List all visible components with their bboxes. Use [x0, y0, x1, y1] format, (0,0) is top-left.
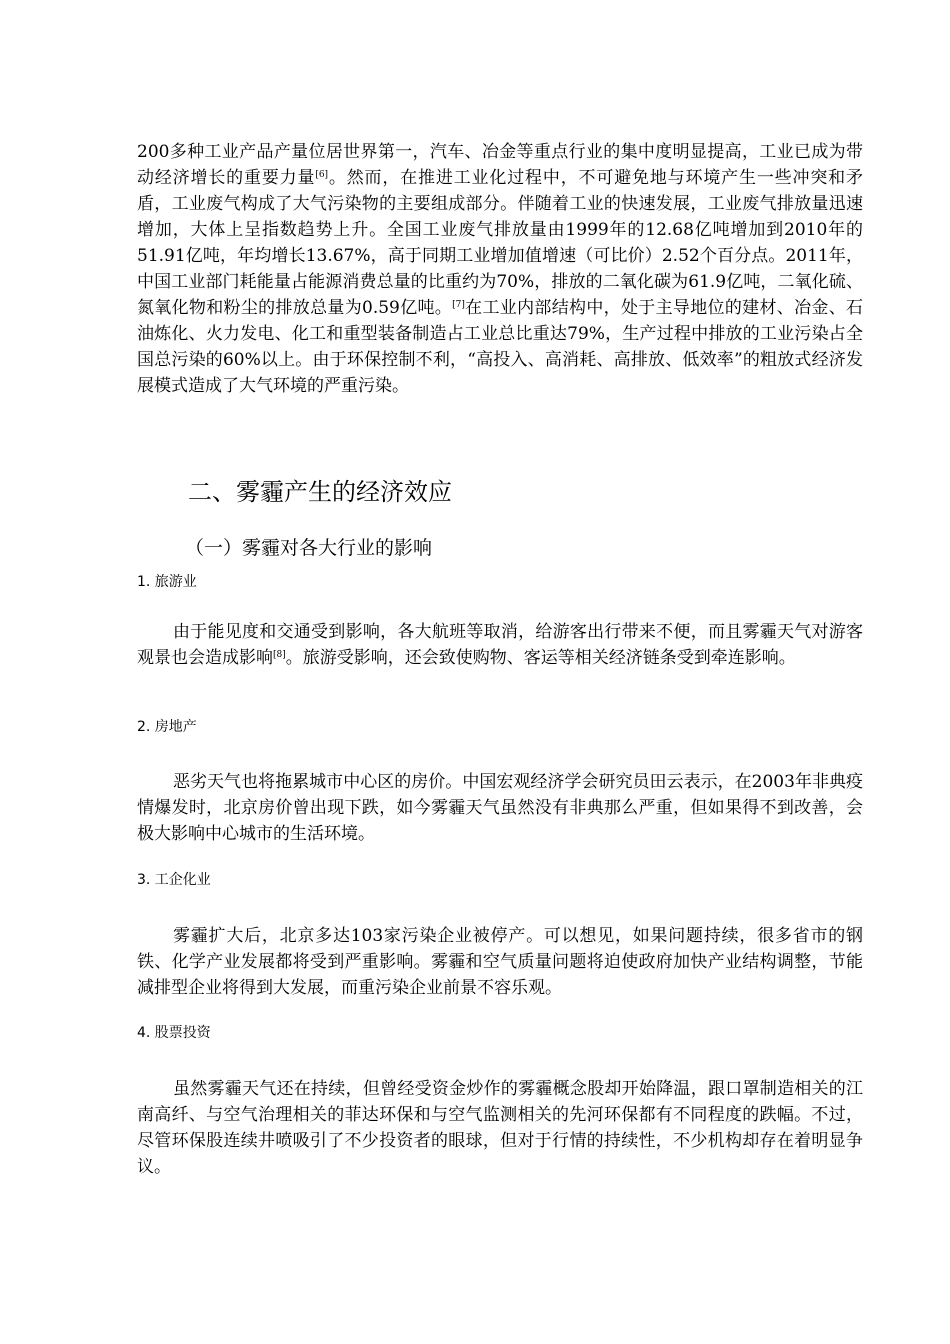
citation-6: [6] — [315, 170, 329, 180]
intro-text-part2: 。然而，在推进工业化过程中，不可避免地与环境产生一些冲突和矛盾，工业废气构成了大气污染物的主要组成部分。伴随着工业的快速发展，工业废气排放量迅速增加，大体上呈指数趋势上升。全国工业废气排放量由1999年的12.68亿吨增加到2010年的51.91亿吨，年均增长13.67%，高于同期工业增加值增速（可比价）2.52个百分点。2011年，中国工业部门耗能量占能源消费总量的比重约为70%，排放的二氧化碳为61.9亿吨，二氧化硫、氮氧化物和粉尘的排放总量为0.59亿吨。 — [137, 168, 863, 318]
intro-text-part1: 200多种工业产品产量位居世界第一，汽车、冶金等重点行业的集中度明显提高，工业已成为带动经济增长的重要力量 — [137, 142, 863, 188]
item-heading-real-estate: 2. 房地产 — [137, 719, 197, 735]
tourism-text-b: 。旅游受影响，还会致使购物、客运等相关经济链条受到牵连影响。 — [285, 648, 796, 668]
item-paragraph-industry: 雾霾扩大后，北京多达103家污染企业被停产。可以想见，如果问题持续，很多省市的钢铁、化学产业发展都将受到严重影响。雾霾和空气质量问题将迫使政府加快产业结构调整，节能减排型企业将得到大发展，而重污染企业前景不容乐观。 — [137, 926, 863, 998]
intro-text-part3: 在工业内部结构中，处于主导地位的建材、冶金、石油炼化、火力发电、化工和重型装备制造占工业总比重达79%，生产过程中排放的工业污染占全国总污染的60%以上。由于环保控制不利，“高投入、高消耗、高排放、低效率”的粗放式经济发展模式造成了大气环境的严重污染。 — [137, 298, 863, 396]
tourism-text-a: 由于能见度和交通受到影响，各大航班等取消，给游客出行带来不便，而且雾霾天气对游客观景也会造成影响 — [137, 622, 863, 668]
subsection-heading: （一）雾霾对各大行业的影响 — [185, 537, 433, 559]
intro-paragraph — [137, 139, 863, 399]
citation-8: [8] — [273, 650, 286, 660]
citation-7: [7] — [452, 300, 465, 310]
item-paragraph-stock: 虽然雾霾天气还在持续，但曾经受资金炒作的雾霾概念股却开始降温，跟口罩制造相关的江南高纤、与空气治理相关的菲达环保和与空气监测相关的先河环保都有不同程度的跌幅。不过，尽管环保股连续井喷吸引了不少投资者的眼球，但对于行情的持续性，不少机构却存在着明显争议。 — [137, 1079, 863, 1177]
section-heading: 二、雾霾产生的经济效应 — [188, 478, 452, 506]
item-heading-stock: 4. 股票投资 — [137, 1025, 211, 1041]
item-heading-tourism: 1. 旅游业 — [137, 574, 197, 590]
item-paragraph-real-estate: 恶劣天气也将拖累城市中心区的房价。中国宏观经济学会研究员田云表示，在2003年非典疫情爆发时，北京房价曾出现下跌，如今雾霾天气虽然没有非典那么严重，但如果得不到改善，会极大影响中心城市的生活环境。 — [137, 772, 863, 844]
item-paragraph-tourism — [137, 619, 863, 671]
item-heading-industry: 3. 工企化业 — [137, 872, 211, 888]
